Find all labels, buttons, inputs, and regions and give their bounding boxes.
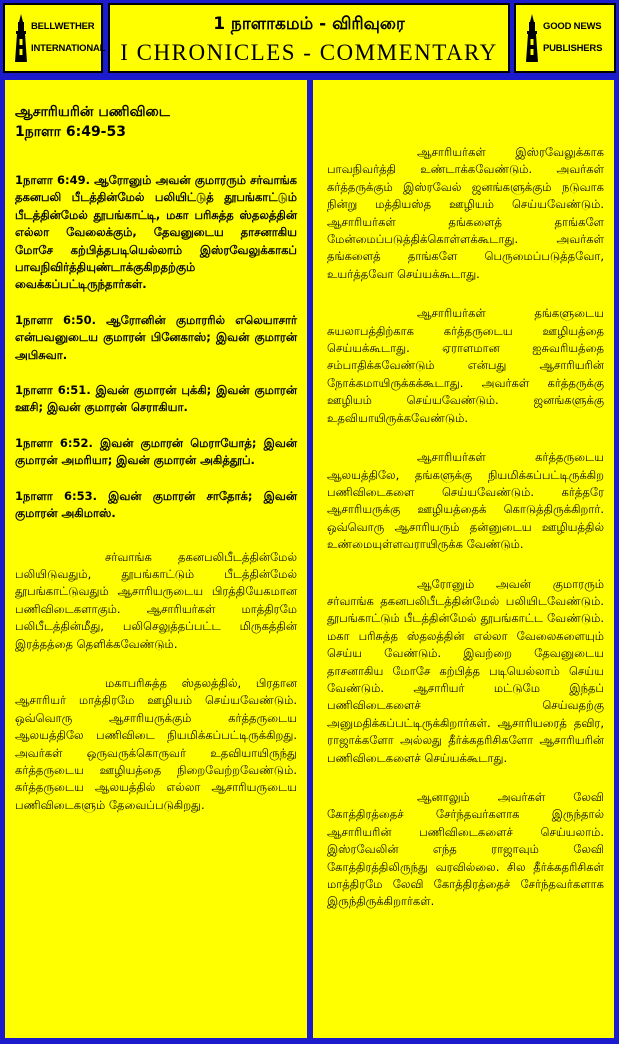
title-tamil: 1 நாளாகமம் - விரிவுரை xyxy=(213,14,405,34)
verse-6-49: 1நாளா 6:49. ஆரோனும் அவன் குமாரரும் சர்வாங்க தகனபலி பீடத்தின்மேல் பலியிட்டுத் தூபங்காட்டும் பீடத்தின்மேல் தூபங்காட்டி, மகா பரிசுத்த ஸ்தலத்தின் எல்லா வேலைக்கும், தேவனுடைய தாசனாகிய மோசே கற்பித்தபடியெல்லாம் இஸ்ரவேலுக்காகப் பாவநிவிர்த்தியுண்டாக்குகிறதற்கும் வைக்கப்பட்டிருந்தார்கள். xyxy=(15,173,297,292)
bellwether-line1: BELLWETHER xyxy=(31,21,95,32)
commentary-paragraph: ஆசாரியர்கள் இஸ்ரவேலுக்காக பாவநிவர்த்தி உண்டாக்கவேண்டும். அவர்கள் கர்த்தருக்கும் இஸ்ரவேல் ஜனங்களுக்கும் நடுவாக நின்று மத்தியஸ்த ஊழியம் செய்யவேண்டும். ஆசாரியர்கள் தங்களைத் தாங்களே மேன்மைப்படுத்திக்கொள்ளக்கூடாது. அவர்கள் தங்களைத் தாங்களே பெருமைப்படுத்தவோ, உயர்த்தவோ செய்யக்கூடாது. xyxy=(327,145,604,281)
verse-6-52: 1நாளா 6:52. இவன் குமாரன் மெராயோத்; இவன் குமாரன் அமரியா; இவன் குமாரன் அகித்தூப். xyxy=(15,435,297,468)
good-news-line2: PUBLISHERS xyxy=(543,43,603,54)
header xyxy=(0,0,619,80)
right-column xyxy=(313,80,614,1038)
commentary-paragraph: ஆனாலும் அவர்கள் லேவி கோத்திரத்தைச் சேர்ந்தவர்களாக இருந்தால் ஆசாரியரின் பணிவிடைகளைச் செய்யலாம். இஸ்ரவேலின் எந்த ராஜாவும் லேவி கோத்திரத்திலிருந்து வரவில்லை. சில தீர்க்கதரிசிகள் மாத்திரமே லேவி கோத்திரத்தைச் சேர்ந்தவர்களாக இருந்திருக்கிறார்கள். xyxy=(327,790,604,909)
bell-tower-icon xyxy=(11,13,31,63)
section-heading xyxy=(15,102,297,142)
title-english: I CHRONICLES - COMMENTARY xyxy=(120,40,498,65)
commentary-paragraph: ஆரோனும் அவன் குமாரரும் சர்வாங்க தகனபலிபீடத்தின்மேல் பலியிடவேண்டும். தூபங்காட்டும் பீடத்தின்மேல் தூபங்காட்ட வேண்டும். மகா பரிசுத்த ஸ்தலத்தின் எல்லா வேலைகளையும் செய்ய வேண்டும். இவற்றை தேவனுடைய தாசனாகிய மோசே கற்பித்த படியெல்லாம் செய்ய வேண்டும். ஆசாரியர் மட்டுமே இந்தப் பணிவிடைகளைச் செய்வதற்கு அனுமதிக்கப்பட்டிருக்கிறார்கள். ஆசாரியரைத் தவிர, ராஜாக்களோ அல்லது தீர்க்கதரிசிகளோ ஆசாரியரின் பணிவிடைகளைச் செய்யக்கூடாது. xyxy=(327,576,604,765)
verse-6-50: 1நாளா 6:50. ஆரோனின் குமாரரில் எலெயாசார் என்பவனுடைய குமாரன் பினேகாஸ்; இவன் குமாரன் அபிசுவா. xyxy=(15,312,297,362)
commentary-paragraph: ஆசாரியர்கள் தங்களுடைய சுயலாபத்திற்காக கர்த்தருடைய ஊழியத்தை செய்யக்கூடாது. ஏராளமான ஐசுவரியத்தை சம்பாதிக்கவேண்டும் என்பது ஆசாரியரின் நோக்கமாயிருக்கக்கூடாது. அவர்கள் கர்த்தருக்கு ஊழியம் செய்யவேண்டும். ஜனங்களுக்கு உதவியாயிருக்கவேண்டும். xyxy=(327,306,604,425)
verse-6-51: 1நாளா 6:51. இவன் குமாரன் புக்கி; இவன் குமாரன் ஊசி; இவன் குமாரன் செராகியா. xyxy=(15,383,297,415)
section-title: ஆசாரியரின் பணிவிடை xyxy=(15,104,170,120)
left-column xyxy=(5,80,307,1038)
commentary-paragraph: மகாபரிசுத்த ஸ்தலத்தில், பிரதான ஆசாரியர் மாத்திரமே ஊழியம் செய்யவேண்டும். ஒவ்வொரு ஆசாரியருக்கும் கர்த்தருடைய ஆலயத்திலே பணிவிடை நியமிக்கப்பட்டிருக்கிறது. அவர்கள் ஒருவருக்கொருவர் உதவியாயிருந்து கர்த்தருடைய ஊழியத்தை நிறைவேற்றவேண்டும். கர்த்தருடைய ஆலயத்தில் எல்லா ஆசாரியருடைய பணிவிடைகளும் தேவைப்படுகிறது. xyxy=(15,675,297,812)
bellwether-logo[interactable] xyxy=(3,3,106,73)
title-box xyxy=(108,3,510,73)
good-news-line1: GOOD NEWS xyxy=(543,21,602,32)
bell-tower-icon xyxy=(522,13,542,63)
good-news-logo[interactable] xyxy=(514,3,616,73)
bellwether-line2: INTERNATIONAL xyxy=(31,43,106,54)
commentary-paragraph: சர்வாங்க தகனபலிபீடத்தின்மேல் பலியிடுவதும், தூபங்காட்டும் பீடத்தின்மேல் தூபங்காட்டுவதும் ஆசாரியருடைய பிரத்தியேகமான பணிவிடைகளாகும். ஆசாரியர்கள் மாத்திரமே பலிபீடத்தின்மீது, பலிசெலுத்தப்பட்ட மிருகத்தின் இரத்தத்தை தெளிக்கவேண்டும். xyxy=(15,549,297,651)
section-reference: 1நாளா 6:49-53 xyxy=(15,124,126,140)
commentary-paragraph: ஆசாரியர்கள் கர்த்தருடைய ஆலயத்திலே, தங்களுக்கு நியமிக்கப்பட்டிருக்கிற பணிவிடைகளை செய்யவேண்டும். கர்த்தரே ஆசாரியருக்கு ஊழியத்தைக் கொடுத்திருக்கிறார். ஒவ்வொரு ஆசாரியரும் தன்னுடைய ஊழியத்தில் உண்மையுள்ளவராயிருக்க வேண்டும். xyxy=(327,450,604,552)
verse-6-53: 1நாளா 6:53. இவன் குமாரன் சாதோக்; இவன் குமாரன் அகிமாஸ். xyxy=(15,488,297,521)
